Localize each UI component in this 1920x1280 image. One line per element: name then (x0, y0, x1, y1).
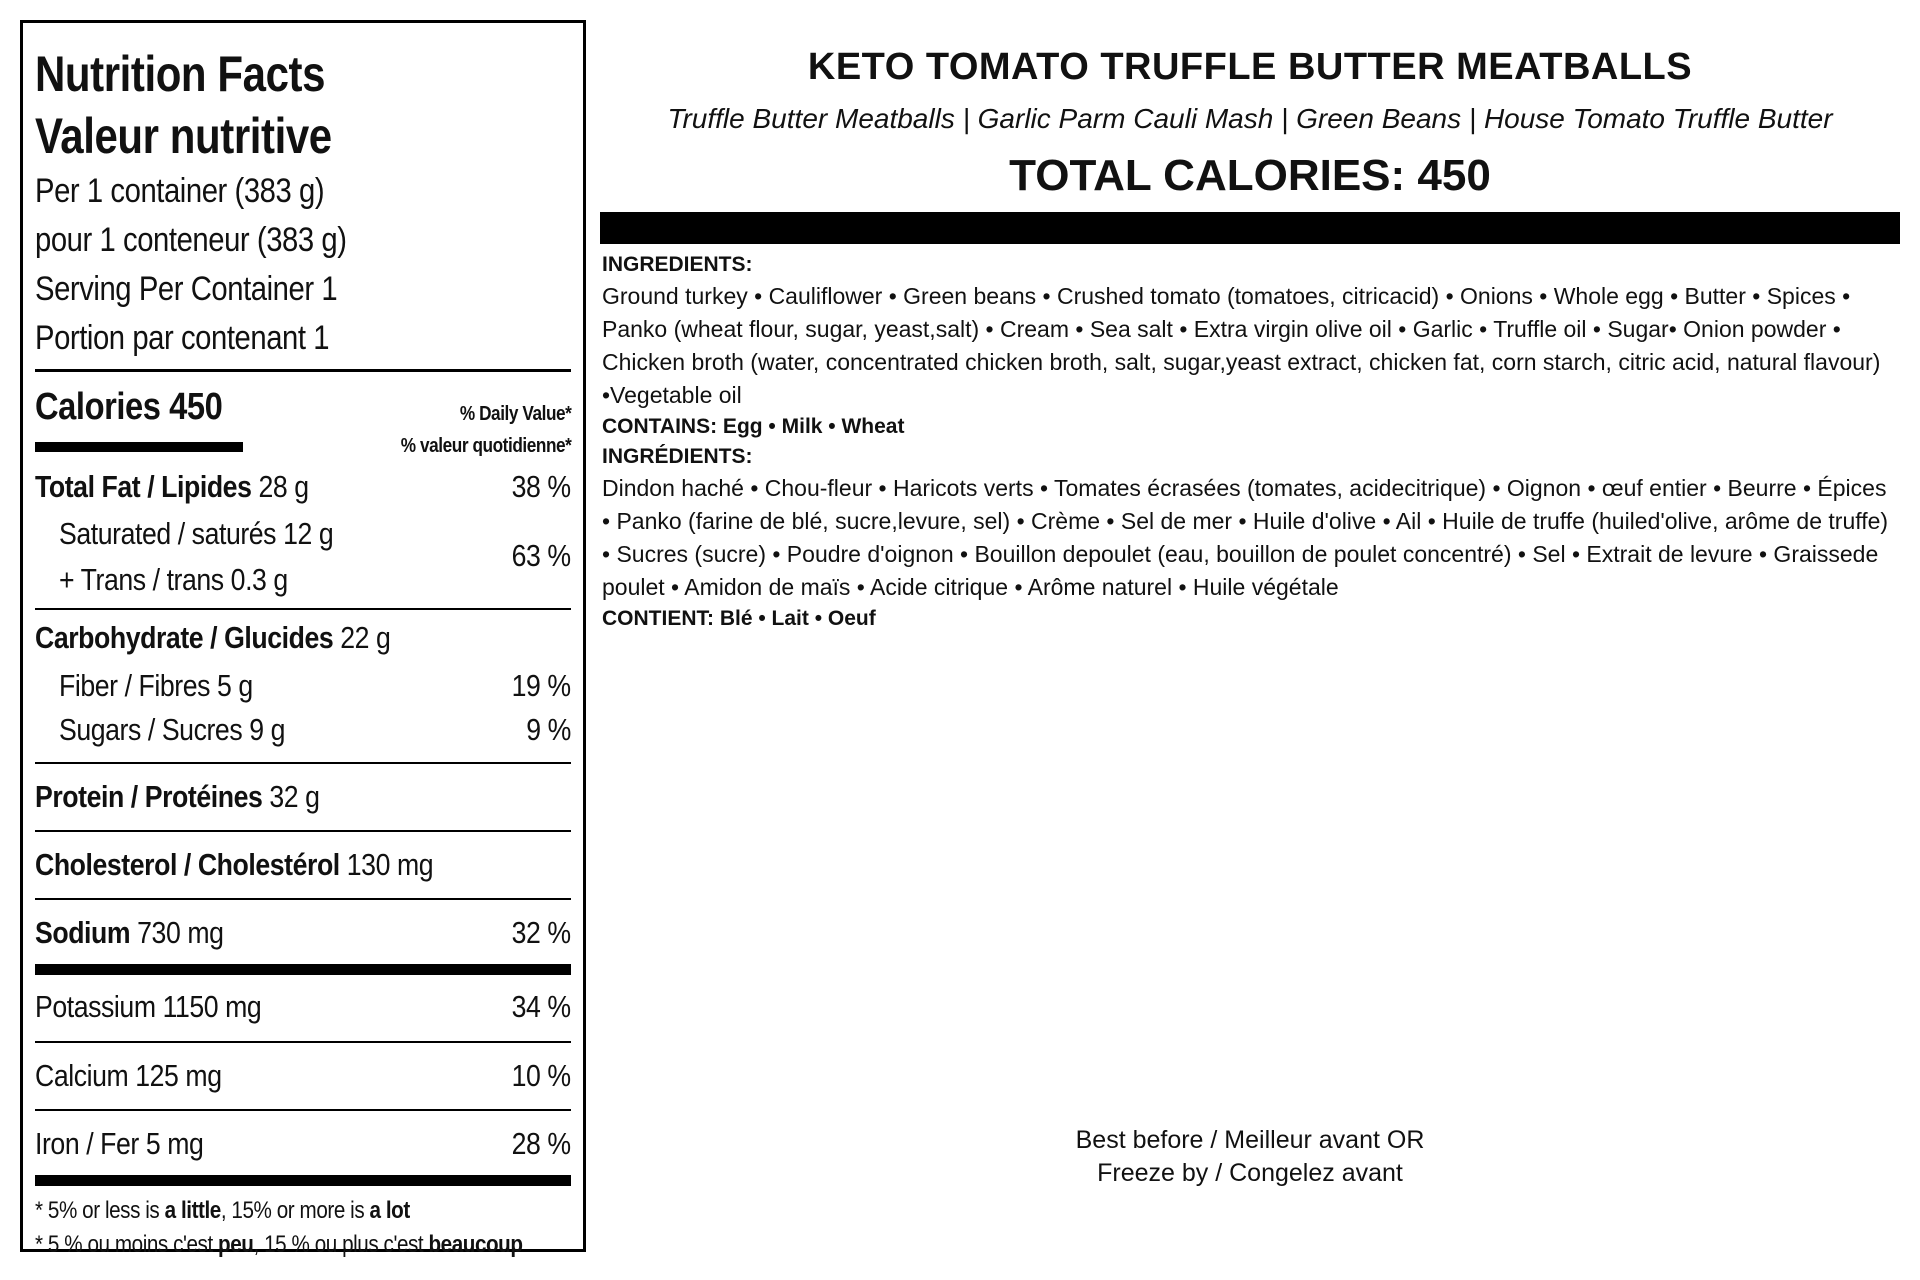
fiber-label: Fiber / Fibres 5 g (59, 668, 253, 703)
footnote (35, 1194, 571, 1262)
serving-size-en: Per 1 container (383 g) (35, 172, 325, 210)
footnote-en-bold: a little (164, 1197, 221, 1224)
sugars-label: Sugars / Sucres 9 g (59, 712, 285, 747)
nutrition-facts-panel (20, 20, 586, 1258)
serving-size-fr: pour 1 conteneur (383 g) (35, 221, 347, 259)
sodium-amount: 730 mg (137, 915, 224, 950)
potassium-row (35, 975, 571, 1039)
carb-amount: 22 g (340, 620, 391, 655)
footnote-en (35, 1194, 496, 1228)
fiber-pct: 19 % (511, 668, 571, 703)
divider (35, 898, 571, 900)
product-subtitle: Truffle Butter Meatballs | Garlic Parm Cauli Mash | Green Beans | House Tomato Truffle Butter (667, 103, 1833, 134)
best-before-line1: Best before / Meilleur avant OR (1075, 1126, 1425, 1154)
sugars-pct: 9 % (526, 712, 571, 747)
ingredients-text-en: Ground turkey • Cauliflower • Green beans • Crushed tomato (tomatoes, citricacid) • Onions • Whole egg • Butter • Spices • Panko (wheat flour, sugar, yeast,salt) • Cream • Sea salt • Extra virgin olive oil • Garlic • Truffle oil • Sugar• Onion powder • Chicken broth (water, concentrated chicken broth, salt, sugar,yeast extract, chicken fat, corn starch, citric acid, natural flavour) •Vegetable oil (602, 283, 1881, 408)
divider (35, 608, 571, 610)
product-panel (600, 20, 1900, 634)
potassium-pct: 34 % (511, 989, 571, 1024)
fat-row (35, 462, 571, 512)
footnote-fr-part: , 15 % ou plus c'est (253, 1231, 429, 1258)
footnote-en-bold: a lot (369, 1197, 410, 1224)
footnote-fr-part: * 5 % ou moins c'est (35, 1231, 219, 1258)
nutrition-title-fr: Valeur nutritive (35, 108, 332, 164)
carb-label: Carbohydrate / Glucides (35, 620, 334, 655)
saturated-trans-pct: 63 % (511, 538, 571, 573)
iron-label: Iron / Fer 5 mg (35, 1126, 204, 1161)
cholesterol-row (35, 834, 571, 896)
saturated-trans-row (35, 512, 571, 606)
trans-label: + Trans / trans 0.3 g (59, 562, 288, 597)
calories-row (35, 372, 571, 462)
cholesterol-amount: 130 mg (346, 847, 434, 882)
product-title: KETO TOMATO TRUFFLE BUTTER MEATBALLS (807, 46, 1693, 88)
sugars-row (35, 708, 571, 752)
servings-per-container-fr: Portion par contenant 1 (35, 319, 330, 357)
ingredients-heading-en: INGREDIENTS: (602, 253, 753, 276)
footnote-en-part: , 15% or more is (220, 1197, 370, 1224)
calcium-label: Calcium 125 mg (35, 1058, 222, 1093)
divider-thick (35, 964, 571, 975)
fat-amount: 28 g (258, 469, 309, 504)
carb-row (35, 612, 571, 664)
protein-row (35, 766, 571, 828)
iron-pct: 28 % (511, 1126, 571, 1161)
fiber-row (35, 664, 571, 708)
servings-per-container-en: Serving Per Container 1 (35, 270, 338, 308)
saturated-label: Saturated / saturés 12 g (59, 516, 334, 551)
daily-value-fr: % valeur quotidienne* (400, 435, 571, 457)
sodium-label: Sodium (35, 915, 131, 950)
best-before (600, 1124, 1900, 1190)
ingredients-block (600, 250, 1900, 634)
daily-value-header (400, 398, 571, 462)
footnote-fr-bold: peu (218, 1231, 254, 1258)
divider-thick (35, 1175, 571, 1186)
daily-value-en: % Daily Value* (459, 403, 571, 425)
best-before-line2: Freeze by / Congelez avant (1097, 1159, 1403, 1187)
divider (35, 830, 571, 832)
footnote-fr-bold: beaucoup (428, 1231, 523, 1258)
header-bar (600, 212, 1900, 244)
ingredients-heading-fr: INGRÉDIENTS: (602, 445, 753, 468)
fat-label: Total Fat / Lipides (35, 469, 252, 504)
cholesterol-label: Cholesterol / Cholestérol (35, 847, 340, 882)
sodium-pct: 32 % (511, 915, 571, 950)
iron-row (35, 1113, 571, 1175)
protein-label: Protein / Protéines (35, 779, 263, 814)
footnote-fr (35, 1228, 523, 1262)
divider (35, 1109, 571, 1111)
nutrition-title-en: Nutrition Facts (35, 46, 326, 102)
potassium-label: Potassium 1150 mg (35, 989, 262, 1024)
total-calories: TOTAL CALORIES: 450 (1009, 151, 1491, 200)
calcium-pct: 10 % (511, 1058, 571, 1093)
contains-fr: CONTIENT: Blé • Lait • Oeuf (602, 607, 876, 630)
fat-pct: 38 % (511, 469, 571, 504)
contains-en: CONTAINS: Egg • Milk • Wheat (602, 415, 905, 438)
protein-amount: 32 g (269, 779, 320, 814)
calories-value: Calories 450 (35, 386, 223, 428)
divider (35, 762, 571, 764)
calcium-row (35, 1045, 571, 1107)
calories-bar (35, 442, 243, 452)
ingredients-text-fr: Dindon haché • Chou-fleur • Haricots verts • Tomates écrasées (tomates, acidecitrique) • Oignon • œuf entier • Beurre • Épices • Panko (farine de blé, sucre,levure, sel) • Crème • Sel de mer • Huile d'olive • Ail • Huile de truffe (huiled'olive, arôme de truffe) • Sucres (sucre) • Poudre d'oignon • Bouillon depoulet (eau, bouillon de poulet concentré) • Sel • Extrait de levure • Graissede poulet • Amidon de maïs • Acide citrique • Arôme naturel • Huile végétale (602, 475, 1889, 600)
sodium-row (35, 902, 571, 964)
divider (35, 1041, 571, 1043)
footnote-en-part: * 5% or less is (35, 1197, 165, 1224)
